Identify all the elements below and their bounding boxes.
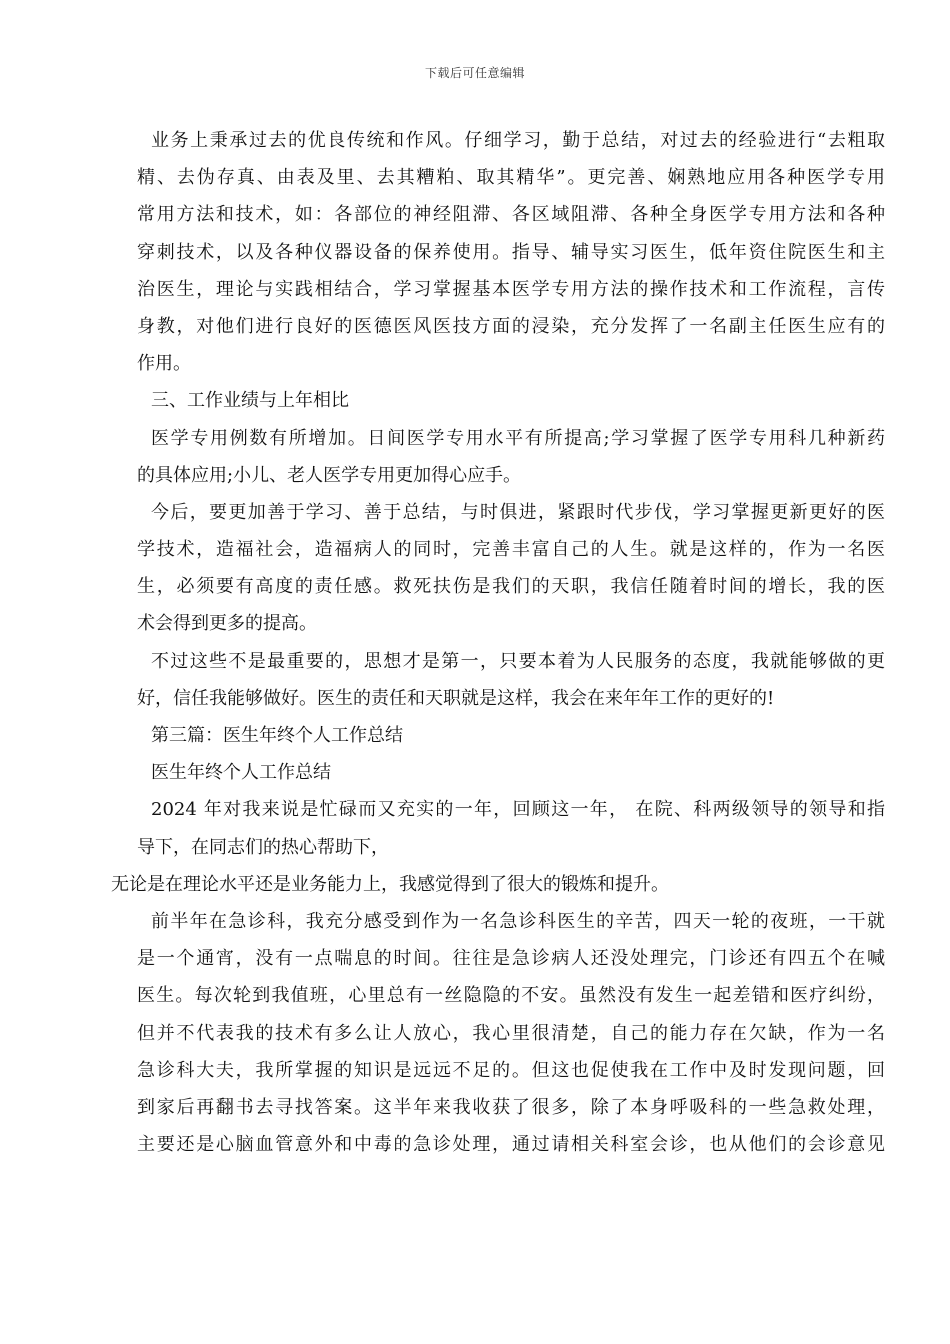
text-line: 作用。 <box>137 353 191 375</box>
text-line: 身教，对他们进行良好的医德医风医技方面的浸染，充分发挥了一名副主任医生应有的 <box>137 315 885 337</box>
text-line: 三、工作业绩与上年相比 <box>151 390 349 412</box>
text-line: 好，信任我能够做好。医生的责任和天职就是这样，我会在来年年工作的更好的! <box>137 687 775 709</box>
text-line: 不过这些不是最重要的，思想才是第一，只要本着为人民服务的态度，我就能够做的更 <box>151 650 885 672</box>
text-line: 无论是在理论水平还是业务能力上，我感觉得到了很大的锻炼和提升。 <box>111 873 669 895</box>
text-line: 2024 年对我来说是忙碌而又充实的一年，回顾这一年， 在院、科两级领导的领导和指 <box>151 799 885 821</box>
text-line: 医学专用例数有所增加。日间医学专用水平有所提高;学习掌握了医学专用科几种新药 <box>151 427 885 449</box>
text-line: 业务上秉承过去的优良传统和作风。仔细学习，勤于总结，对过去的经验进行“去粗取 <box>151 130 885 151</box>
text-line: 但并不代表我的技术有多么让人放心，我心里很清楚，自己的能力存在欠缺，作为一名 <box>137 1022 885 1044</box>
text-line: 导下，在同志们的热心帮助下， <box>137 836 389 858</box>
text-line: 前半年在急诊科，我充分感受到作为一名急诊科医生的辛苦，四天一轮的夜班，一干就 <box>151 910 885 932</box>
text-line: 急诊科大夫，我所掌握的知识是远远不足的。但这也促使我在工作中及时发现问题，回 <box>137 1059 885 1081</box>
text-line: 今后，要更加善于学习、善于总结，与时俱进，紧跟时代步伐，学习掌握更新更好的医 <box>151 501 885 523</box>
text-line: 术会得到更多的提高。 <box>137 613 317 635</box>
text-line: 医生。每次轮到我值班，心里总有一丝隐隐的不安。虽然没有发生一起差错和医疗纠纷， <box>137 985 885 1007</box>
text-line: 学技术，造福社会，造福病人的同时，完善丰富自己的人生。就是这样的，作为一名医 <box>137 539 885 561</box>
text-line: 精、去伪存真、由表及里、去其糟粕、取其精华”。更完善、娴熟地应用各种医学专用 <box>137 167 885 189</box>
text-line: 的具体应用;小儿、老人医学专用更加得心应手。 <box>137 464 522 486</box>
text-line: 生，必须要有高度的责任感。救死扶伤是我们的天职，我信任随着时间的增长，我的医 <box>137 576 885 598</box>
text-line: 到家后再翻书去寻找答案。这半年来我收获了很多，除了本身呼吸科的一些急救处理， <box>137 1096 885 1118</box>
text-line: 第三篇：医生年终个人工作总结 <box>151 725 403 746</box>
text-line: 医生年终个人工作总结 <box>151 762 331 784</box>
text-line: 常用方法和技术，如：各部位的神经阻滞、各区域阻滞、各种全身医学专用方法和各种 <box>137 204 885 226</box>
document-body <box>111 122 885 1163</box>
page-header: 下载后可任意编辑 <box>424 66 525 80</box>
text-line: 治医生，理论与实践相结合，学习掌握基本医学专用方法的操作技术和工作流程，言传 <box>137 278 885 300</box>
text-line: 是一个通宵，没有一点喘息的时间。往往是急诊病人还没处理完，门诊还有四五个在喊 <box>137 948 885 970</box>
text-line: 主要还是心脑血管意外和中毒的急诊处理，通过请相关科室会诊，也从他们的会诊意见 <box>137 1134 885 1156</box>
text-line: 穿刺技术，以及各种仪器设备的保养使用。指导、辅导实习医生，低年资住院医生和主 <box>137 241 885 263</box>
